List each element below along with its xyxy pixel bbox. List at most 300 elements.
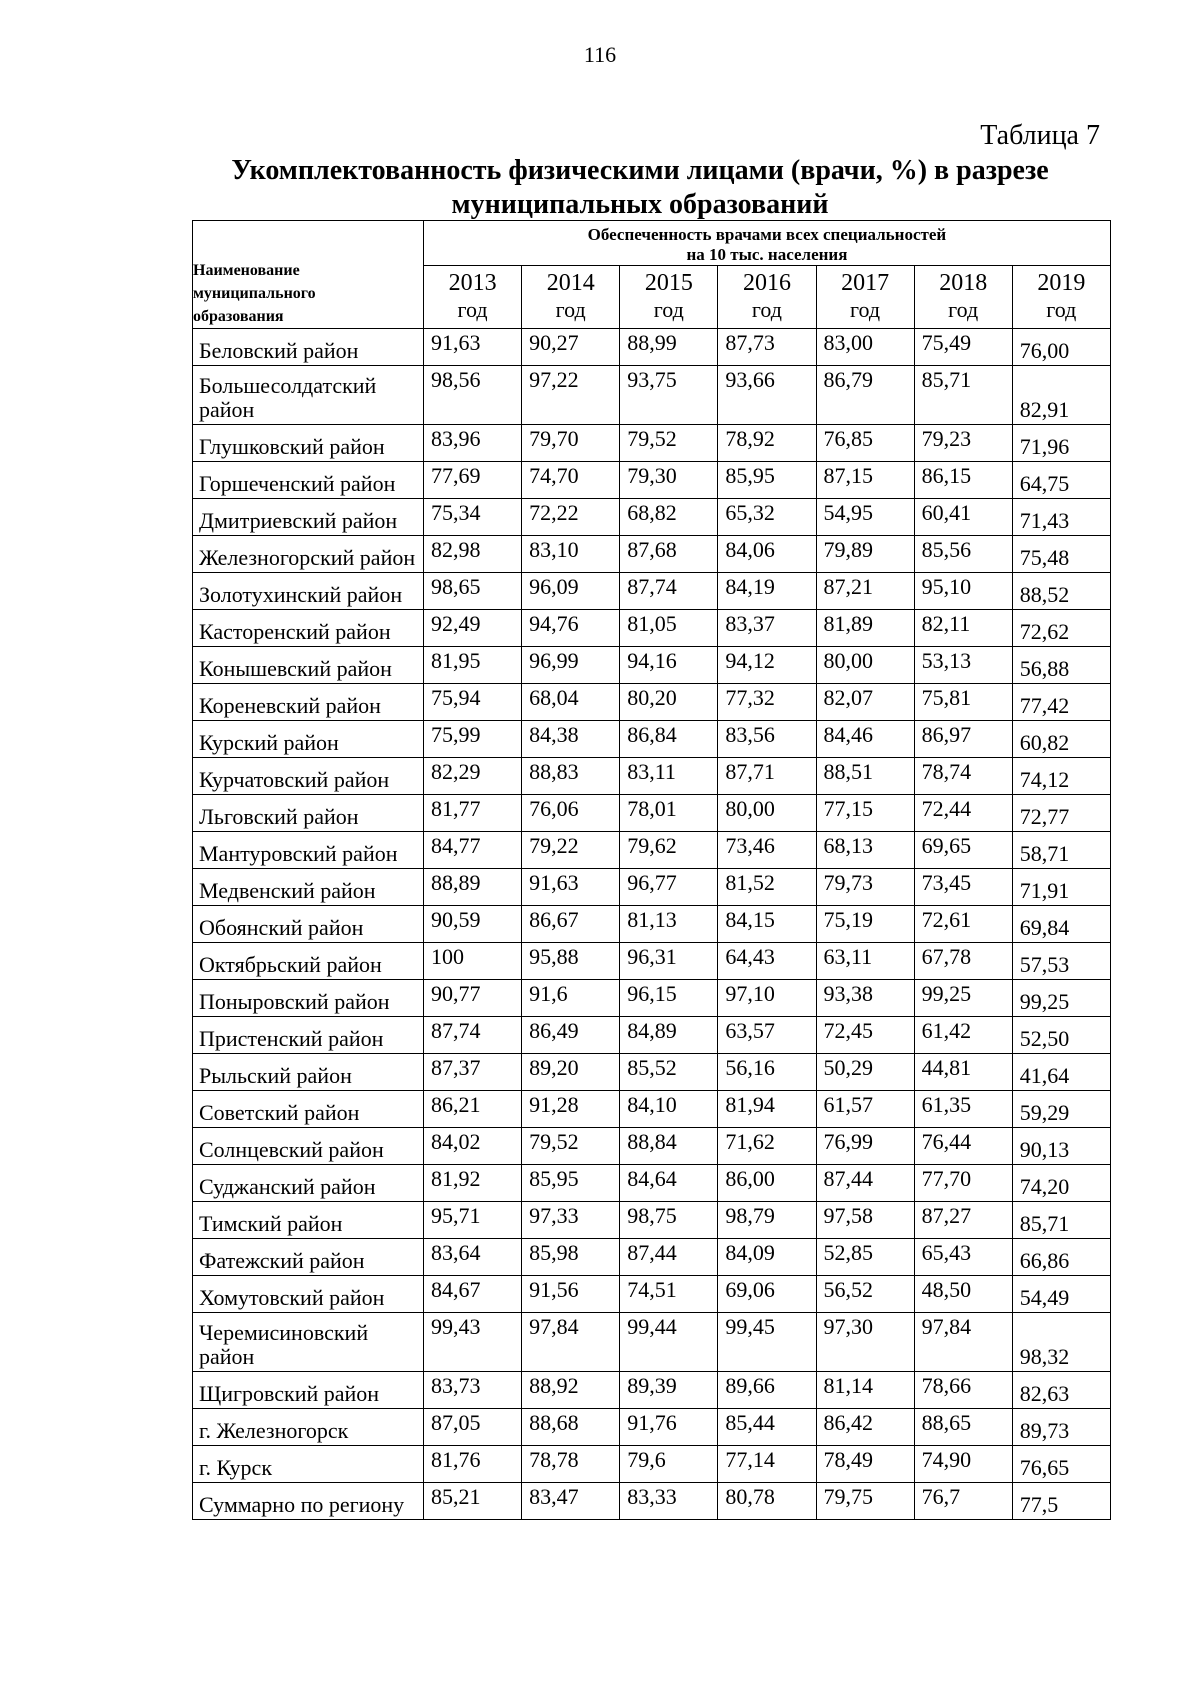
value-2013: 83,96	[424, 425, 522, 462]
value-2013: 90,59	[424, 906, 522, 943]
value-2013: 99,43	[424, 1313, 522, 1372]
value-2019: 75,48	[1012, 536, 1110, 573]
table-row	[193, 1017, 1111, 1054]
municipality-name: Поныровский район	[193, 980, 424, 1017]
header-year-2014	[522, 266, 620, 329]
value-2015: 81,05	[620, 610, 718, 647]
value-2017: 50,29	[816, 1054, 914, 1091]
value-2014: 96,09	[522, 573, 620, 610]
page-number: 116	[583, 42, 617, 67]
municipality-name: Тимский район	[193, 1202, 424, 1239]
value-2018: 75,49	[914, 329, 1012, 366]
value-2018: 67,78	[914, 943, 1012, 980]
header-year-2016	[718, 266, 816, 329]
table-row	[193, 647, 1111, 684]
value-2014: 94,76	[522, 610, 620, 647]
value-2019: 99,25	[1012, 980, 1110, 1017]
value-2014: 78,78	[522, 1446, 620, 1483]
municipality-name: Золотухинский район	[193, 573, 424, 610]
value-2015: 79,62	[620, 832, 718, 869]
value-2013: 75,34	[424, 499, 522, 536]
value-2014: 86,49	[522, 1017, 620, 1054]
value-2014: 96,99	[522, 647, 620, 684]
value-2016: 64,43	[718, 943, 816, 980]
value-2019: 71,43	[1012, 499, 1110, 536]
table-row	[193, 906, 1111, 943]
value-2015: 96,77	[620, 869, 718, 906]
value-2019: 54,49	[1012, 1276, 1110, 1313]
value-2017: 80,00	[816, 647, 914, 684]
value-2015: 83,33	[620, 1483, 718, 1520]
header-year-unit: год	[653, 297, 684, 322]
table-row	[193, 721, 1111, 758]
value-2013: 84,67	[424, 1276, 522, 1313]
value-2014: 85,95	[522, 1165, 620, 1202]
value-2018: 72,61	[914, 906, 1012, 943]
value-2017: 83,00	[816, 329, 914, 366]
value-2018: 48,50	[914, 1276, 1012, 1313]
table-row	[193, 758, 1111, 795]
municipality-name: Черемисиновский район	[193, 1313, 424, 1372]
value-2017: 97,58	[816, 1202, 914, 1239]
value-2014: 97,22	[522, 366, 620, 425]
value-2019: 74,20	[1012, 1165, 1110, 1202]
value-2015: 98,75	[620, 1202, 718, 1239]
header-year-unit: год	[1046, 297, 1077, 322]
value-2016: 99,45	[718, 1313, 816, 1372]
header-year-unit: год	[555, 297, 586, 322]
table-row	[193, 869, 1111, 906]
value-2014: 74,70	[522, 462, 620, 499]
value-2017: 68,13	[816, 832, 914, 869]
value-2018: 99,25	[914, 980, 1012, 1017]
value-2016: 80,00	[718, 795, 816, 832]
municipality-name: Большесолдатский район	[193, 366, 424, 425]
header-year-unit: год	[850, 297, 881, 322]
value-2016: 77,32	[718, 684, 816, 721]
value-2017: 82,07	[816, 684, 914, 721]
municipality-name: Обоянский район	[193, 906, 424, 943]
value-2019: 74,12	[1012, 758, 1110, 795]
value-2019: 90,13	[1012, 1128, 1110, 1165]
value-2014: 68,04	[522, 684, 620, 721]
municipality-name: г. Железногорск	[193, 1409, 424, 1446]
value-2017: 97,30	[816, 1313, 914, 1372]
value-2014: 97,33	[522, 1202, 620, 1239]
table-row	[193, 980, 1111, 1017]
municipality-name: Хомутовский район	[193, 1276, 424, 1313]
value-2013: 88,89	[424, 869, 522, 906]
value-2015: 87,68	[620, 536, 718, 573]
value-2013: 87,74	[424, 1017, 522, 1054]
municipality-name: Железногорский район	[193, 536, 424, 573]
value-2018: 76,44	[914, 1128, 1012, 1165]
value-2017: 81,14	[816, 1372, 914, 1409]
value-2014: 88,83	[522, 758, 620, 795]
value-2014: 86,67	[522, 906, 620, 943]
value-2018: 44,81	[914, 1054, 1012, 1091]
value-2019: 82,63	[1012, 1372, 1110, 1409]
value-2013: 81,77	[424, 795, 522, 832]
header-name-line-3: образования	[193, 308, 284, 325]
table-row	[193, 366, 1111, 425]
value-2015: 88,99	[620, 329, 718, 366]
header-year-2019	[1012, 266, 1110, 329]
value-2015: 85,52	[620, 1054, 718, 1091]
header-year-value: 2017	[841, 270, 890, 296]
municipality-name: Солнцевский район	[193, 1128, 424, 1165]
table-row	[193, 425, 1111, 462]
value-2017: 81,89	[816, 610, 914, 647]
value-2019: 77,5	[1012, 1483, 1110, 1520]
value-2016: 87,73	[718, 329, 816, 366]
value-2015: 83,11	[620, 758, 718, 795]
title-line-1: Укомплектованность физическими лицами (врачи, %) в разрезе	[231, 155, 1049, 186]
municipality-name: Мантуровский район	[193, 832, 424, 869]
table-row	[193, 684, 1111, 721]
value-2013: 92,49	[424, 610, 522, 647]
value-2018: 97,84	[914, 1313, 1012, 1372]
value-2015: 87,74	[620, 573, 718, 610]
table-row	[193, 499, 1111, 536]
value-2017: 79,89	[816, 536, 914, 573]
municipality-name: г. Курск	[193, 1446, 424, 1483]
value-2018: 85,56	[914, 536, 1012, 573]
value-2018: 78,74	[914, 758, 1012, 795]
value-2015: 79,52	[620, 425, 718, 462]
value-2015: 79,30	[620, 462, 718, 499]
value-2016: 81,52	[718, 869, 816, 906]
value-2017: 86,79	[816, 366, 914, 425]
value-2014: 84,38	[522, 721, 620, 758]
value-2016: 78,92	[718, 425, 816, 462]
header-year-unit: год	[948, 297, 979, 322]
value-2018: 72,44	[914, 795, 1012, 832]
value-2017: 79,75	[816, 1483, 914, 1520]
municipality-name: Кореневский район	[193, 684, 424, 721]
value-2014: 89,20	[522, 1054, 620, 1091]
municipality-name: Дмитриевский район	[193, 499, 424, 536]
value-2018: 75,81	[914, 684, 1012, 721]
value-2018: 86,97	[914, 721, 1012, 758]
value-2013: 75,99	[424, 721, 522, 758]
value-2016: 77,14	[718, 1446, 816, 1483]
value-2013: 98,56	[424, 366, 522, 425]
value-2015: 88,84	[620, 1128, 718, 1165]
value-2019: 98,32	[1012, 1313, 1110, 1372]
table-row	[193, 462, 1111, 499]
value-2014: 79,70	[522, 425, 620, 462]
municipality-name: Фатежский район	[193, 1239, 424, 1276]
value-2019: 71,91	[1012, 869, 1110, 906]
value-2013: 83,64	[424, 1239, 522, 1276]
value-2018: 65,43	[914, 1239, 1012, 1276]
value-2017: 63,11	[816, 943, 914, 980]
value-2015: 86,84	[620, 721, 718, 758]
municipality-name: Конышевский район	[193, 647, 424, 684]
value-2015: 78,01	[620, 795, 718, 832]
table-row	[193, 1483, 1111, 1520]
value-2017: 56,52	[816, 1276, 914, 1313]
header-name-line-2: муниципального	[193, 285, 316, 302]
value-2016: 84,09	[718, 1239, 816, 1276]
value-2016: 63,57	[718, 1017, 816, 1054]
value-2016: 84,06	[718, 536, 816, 573]
table-row	[193, 1091, 1111, 1128]
value-2018: 76,7	[914, 1483, 1012, 1520]
value-2019: 72,62	[1012, 610, 1110, 647]
value-2019: 82,91	[1012, 366, 1110, 425]
value-2019: 56,88	[1012, 647, 1110, 684]
value-2016: 93,66	[718, 366, 816, 425]
value-2015: 89,39	[620, 1372, 718, 1409]
header-group-line-1: Обеспеченность врачами всех специальностей	[587, 225, 947, 244]
staffing-table	[192, 220, 1111, 1520]
value-2014: 83,47	[522, 1483, 620, 1520]
value-2018: 77,70	[914, 1165, 1012, 1202]
value-2017: 84,46	[816, 721, 914, 758]
value-2019: 58,71	[1012, 832, 1110, 869]
value-2019: 85,71	[1012, 1202, 1110, 1239]
table-row	[193, 943, 1111, 980]
header-name-line-1: Наименование	[193, 262, 300, 279]
table-row	[193, 536, 1111, 573]
value-2013: 84,77	[424, 832, 522, 869]
value-2015: 81,13	[620, 906, 718, 943]
table-row	[193, 832, 1111, 869]
header-year-2017	[816, 266, 914, 329]
municipality-name: Глушковский район	[193, 425, 424, 462]
value-2016: 81,94	[718, 1091, 816, 1128]
municipality-name: Льговский район	[193, 795, 424, 832]
municipality-name: Пристенский район	[193, 1017, 424, 1054]
value-2018: 73,45	[914, 869, 1012, 906]
value-2014: 91,6	[522, 980, 620, 1017]
value-2015: 93,75	[620, 366, 718, 425]
table-row	[193, 1202, 1111, 1239]
value-2013: 81,76	[424, 1446, 522, 1483]
header-year-value: 2014	[546, 270, 595, 296]
value-2014: 76,06	[522, 795, 620, 832]
table-row	[193, 329, 1111, 366]
value-2015: 84,89	[620, 1017, 718, 1054]
value-2015: 84,64	[620, 1165, 718, 1202]
header-year-value: 2015	[644, 270, 693, 296]
value-2016: 98,79	[718, 1202, 816, 1239]
value-2016: 84,15	[718, 906, 816, 943]
value-2016: 73,46	[718, 832, 816, 869]
table-row	[193, 1239, 1111, 1276]
value-2017: 87,44	[816, 1165, 914, 1202]
value-2016: 71,62	[718, 1128, 816, 1165]
header-year-unit: год	[751, 297, 782, 322]
value-2013: 77,69	[424, 462, 522, 499]
municipality-name: Касторенский район	[193, 610, 424, 647]
value-2014: 72,22	[522, 499, 620, 536]
value-2017: 76,85	[816, 425, 914, 462]
value-2019: 88,52	[1012, 573, 1110, 610]
value-2019: 76,00	[1012, 329, 1110, 366]
value-2013: 86,21	[424, 1091, 522, 1128]
value-2019: 77,42	[1012, 684, 1110, 721]
table-title	[190, 154, 1090, 222]
value-2016: 85,95	[718, 462, 816, 499]
table-row	[193, 1372, 1111, 1409]
value-2017: 88,51	[816, 758, 914, 795]
table-row	[193, 1276, 1111, 1313]
value-2015: 80,20	[620, 684, 718, 721]
value-2016: 83,56	[718, 721, 816, 758]
value-2013: 95,71	[424, 1202, 522, 1239]
value-2016: 89,66	[718, 1372, 816, 1409]
value-2016: 80,78	[718, 1483, 816, 1520]
value-2016: 84,19	[718, 573, 816, 610]
value-2014: 88,68	[522, 1409, 620, 1446]
table-row	[193, 1409, 1111, 1446]
value-2018: 95,10	[914, 573, 1012, 610]
municipality-name: Медвенский район	[193, 869, 424, 906]
value-2018: 69,65	[914, 832, 1012, 869]
header-year-2013	[424, 266, 522, 329]
header-year-value: 2013	[448, 270, 497, 296]
value-2019: 69,84	[1012, 906, 1110, 943]
value-2014: 95,88	[522, 943, 620, 980]
municipality-name: Горшеченский район	[193, 462, 424, 499]
value-2014: 83,10	[522, 536, 620, 573]
value-2019: 41,64	[1012, 1054, 1110, 1091]
value-2018: 53,13	[914, 647, 1012, 684]
value-2019: 60,82	[1012, 721, 1110, 758]
value-2019: 72,77	[1012, 795, 1110, 832]
value-2015: 68,82	[620, 499, 718, 536]
value-2018: 61,42	[914, 1017, 1012, 1054]
table-row	[193, 795, 1111, 832]
table-row	[193, 573, 1111, 610]
value-2018: 79,23	[914, 425, 1012, 462]
value-2018: 88,65	[914, 1409, 1012, 1446]
value-2014: 97,84	[522, 1313, 620, 1372]
value-2018: 85,71	[914, 366, 1012, 425]
value-2018: 86,15	[914, 462, 1012, 499]
value-2019: 59,29	[1012, 1091, 1110, 1128]
header-year-unit: год	[457, 297, 488, 322]
value-2013: 81,92	[424, 1165, 522, 1202]
value-2017: 54,95	[816, 499, 914, 536]
municipality-name: Суджанский район	[193, 1165, 424, 1202]
value-2019: 76,65	[1012, 1446, 1110, 1483]
municipality-name: Курчатовский район	[193, 758, 424, 795]
value-2017: 75,19	[816, 906, 914, 943]
value-2017: 61,57	[816, 1091, 914, 1128]
value-2014: 91,63	[522, 869, 620, 906]
value-2015: 96,31	[620, 943, 718, 980]
value-2019: 66,86	[1012, 1239, 1110, 1276]
value-2015: 94,16	[620, 647, 718, 684]
value-2016: 86,00	[718, 1165, 816, 1202]
value-2013: 75,94	[424, 684, 522, 721]
municipality-name: Суммарно по региону	[193, 1483, 424, 1520]
value-2017: 52,85	[816, 1239, 914, 1276]
header-year-2018	[914, 266, 1012, 329]
value-2017: 87,21	[816, 573, 914, 610]
value-2016: 69,06	[718, 1276, 816, 1313]
table-row	[193, 1446, 1111, 1483]
value-2013: 81,95	[424, 647, 522, 684]
value-2014: 90,27	[522, 329, 620, 366]
title-line-2: муниципальных образований	[451, 189, 829, 220]
value-2013: 90,77	[424, 980, 522, 1017]
value-2014: 91,56	[522, 1276, 620, 1313]
value-2017: 93,38	[816, 980, 914, 1017]
value-2017: 72,45	[816, 1017, 914, 1054]
header-year-2015	[620, 266, 718, 329]
value-2013: 82,98	[424, 536, 522, 573]
value-2016: 85,44	[718, 1409, 816, 1446]
municipality-name: Курский район	[193, 721, 424, 758]
value-2013: 83,73	[424, 1372, 522, 1409]
value-2018: 74,90	[914, 1446, 1012, 1483]
value-2018: 60,41	[914, 499, 1012, 536]
table-row	[193, 1054, 1111, 1091]
value-2013: 98,65	[424, 573, 522, 610]
value-2013: 82,29	[424, 758, 522, 795]
value-2014: 79,52	[522, 1128, 620, 1165]
table-row	[193, 610, 1111, 647]
header-year-value: 2018	[939, 270, 988, 296]
value-2017: 79,73	[816, 869, 914, 906]
municipality-name: Беловский район	[193, 329, 424, 366]
value-2014: 79,22	[522, 832, 620, 869]
header-provision-group	[424, 221, 1111, 266]
value-2017: 87,15	[816, 462, 914, 499]
value-2015: 84,10	[620, 1091, 718, 1128]
value-2018: 82,11	[914, 610, 1012, 647]
value-2014: 88,92	[522, 1372, 620, 1409]
value-2014: 91,28	[522, 1091, 620, 1128]
value-2015: 79,6	[620, 1446, 718, 1483]
value-2019: 52,50	[1012, 1017, 1110, 1054]
table-row	[193, 1128, 1111, 1165]
municipality-name: Советский район	[193, 1091, 424, 1128]
header-municipality	[193, 221, 424, 329]
value-2013: 87,37	[424, 1054, 522, 1091]
value-2015: 87,44	[620, 1239, 718, 1276]
value-2017: 77,15	[816, 795, 914, 832]
value-2019: 64,75	[1012, 462, 1110, 499]
value-2017: 78,49	[816, 1446, 914, 1483]
value-2015: 96,15	[620, 980, 718, 1017]
header-group-line-2: на 10 тыс. населения	[686, 245, 848, 264]
municipality-name: Рыльский район	[193, 1054, 424, 1091]
value-2018: 87,27	[914, 1202, 1012, 1239]
value-2017: 86,42	[816, 1409, 914, 1446]
value-2016: 87,71	[718, 758, 816, 795]
value-2016: 65,32	[718, 499, 816, 536]
value-2016: 83,37	[718, 610, 816, 647]
header-year-value: 2019	[1037, 270, 1086, 296]
value-2013: 85,21	[424, 1483, 522, 1520]
value-2014: 85,98	[522, 1239, 620, 1276]
value-2015: 74,51	[620, 1276, 718, 1313]
table-row	[193, 1165, 1111, 1202]
value-2013: 87,05	[424, 1409, 522, 1446]
value-2019: 57,53	[1012, 943, 1110, 980]
value-2019: 71,96	[1012, 425, 1110, 462]
value-2017: 76,99	[816, 1128, 914, 1165]
municipality-name: Октябрьский район	[193, 943, 424, 980]
value-2018: 61,35	[914, 1091, 1012, 1128]
table-label: Таблица 7	[980, 120, 1100, 151]
